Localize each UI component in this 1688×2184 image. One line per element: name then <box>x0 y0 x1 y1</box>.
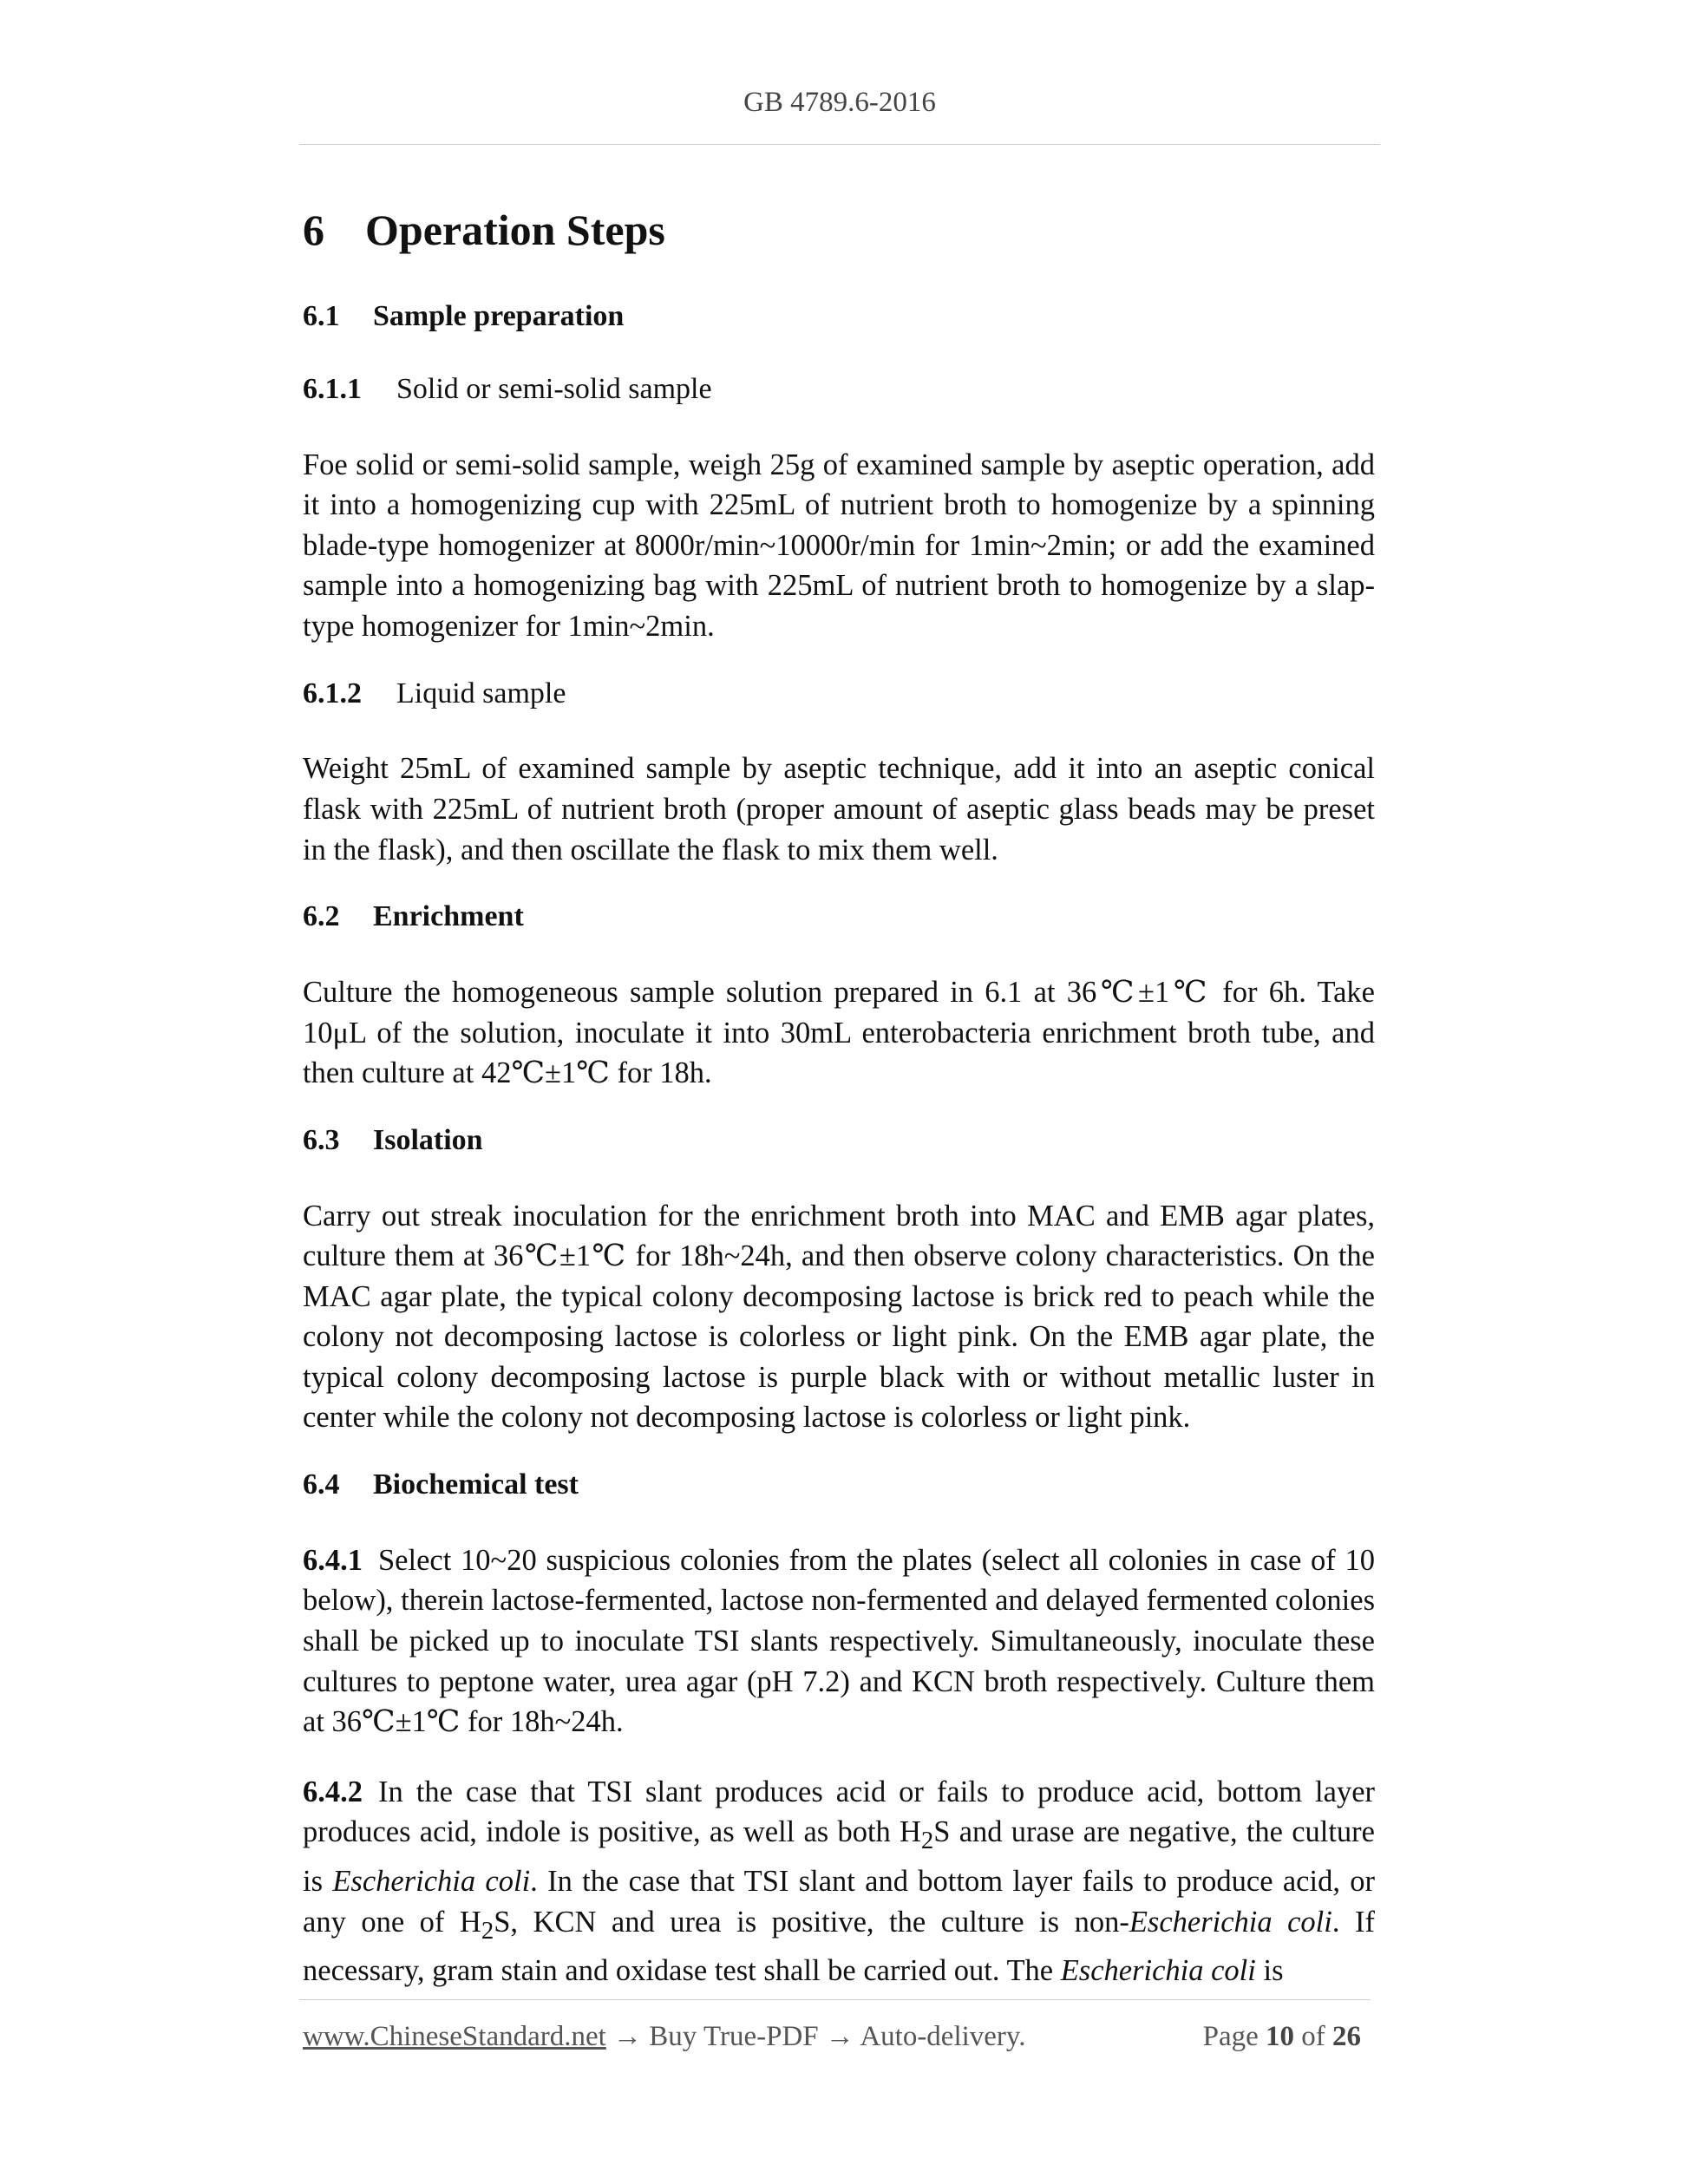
clause-text: S and urase are negative, the culture is <box>303 1815 1375 1898</box>
page-indicator <box>1203 2021 1361 2053</box>
arrow-icon: → <box>825 2021 854 2052</box>
clause-title: Liquid sample <box>396 677 566 709</box>
clause-heading-6-1-2 <box>303 677 1375 712</box>
clause-heading-6-1-1 <box>303 372 1375 408</box>
clause-number: 6.4.1 <box>303 1543 363 1577</box>
subsection-heading-6-3 <box>303 1123 1375 1159</box>
current-page-number: 10 <box>1266 2021 1294 2052</box>
section-title: Operation Steps <box>365 206 665 254</box>
subsection-number: 6.1 <box>303 300 340 332</box>
subsection-title: Isolation <box>373 1123 483 1156</box>
paragraph-6-1-1: Foe solid or semi-solid sample, weigh 25g of examined sample by aseptic operation, add it into a homogenizing cup with 225mL of nutrient broth to homogenize by a spinning blade-type homogenizer at 8000r/min~10000r/min for 1min~2min; or add the examined sample into a homogenizing bag with 225mL of nutrient broth to homogenize by a slap-type homogenizer for 1min~2min. <box>303 448 1375 643</box>
subsection-heading-6-4 <box>303 1468 1375 1503</box>
arrow-icon: → <box>613 2021 643 2052</box>
clause-title: Solid or semi-solid sample <box>396 372 712 405</box>
clause-text: is <box>1255 1954 1284 1987</box>
subsection-title: Enrichment <box>373 900 524 933</box>
clause-text: . If necessary, gram stain and oxidase test shall be carried out. The <box>303 1905 1375 1987</box>
clause-number: 6.1.2 <box>303 677 362 709</box>
page-footer <box>303 2021 1375 2053</box>
page-header: GB 4789.6-2016 <box>743 87 936 118</box>
subsection-heading-6-2 <box>303 899 1375 935</box>
page-label: Page <box>1202 2021 1259 2052</box>
buy-pdf-text: Buy True-PDF <box>649 2021 819 2052</box>
clause-number: 6.1.1 <box>303 372 362 405</box>
clause-text: S, KCN and urea is positive, the culture is non- <box>494 1905 1129 1939</box>
of-label: of <box>1301 2021 1325 2052</box>
subsection-title: Biochemical test <box>373 1468 579 1501</box>
species-name: Escherichia coli <box>1060 1954 1256 1987</box>
paragraph-6-2: Culture the homogeneous sample solution prepared in 6.1 at 36℃±1℃ for 6h. Take 10μL of the solution, inoculate it into 30mL enterobacteria enrichment broth tube, and then culture at 42℃±1℃ for 18h. <box>303 975 1375 1090</box>
clause-text: Select 10~20 suspicious colonies from the plates (select all colonies in case of 10 below), therein lactose-fermented, lactose non-fermented and delayed fermented colonies shall be picked up to inoculate TSI slants respectively. Simultaneously, inoculate these cultures to peptone water, urea agar (pH 7.2) and KCN broth respectively. Culture them at 36℃±1℃ for 18h~24h. <box>303 1543 1375 1739</box>
footer-divider <box>299 1999 1371 2000</box>
total-pages-number: 26 <box>1332 2021 1361 2052</box>
paragraph-6-3: Carry out streak inoculation for the enrichment broth into MAC and EMB agar plates, culture them at 36℃±1℃ for 18h~24h, and then observe colony characteristics. On the MAC agar plate, the typical colony decomposing lactose is brick red to peach while the colony not decomposing lactose is colorless or light pink. On the EMB agar plate, the typical colony decomposing lactose is purple black with or without metallic luster in center while the colony not decomposing lactose is colorless or light pink. <box>303 1199 1375 1435</box>
subsection-number: 6.2 <box>303 900 340 933</box>
subsection-number: 6.3 <box>303 1123 340 1156</box>
species-name: Escherichia coli <box>1129 1905 1332 1939</box>
subsection-number: 6.4 <box>303 1468 340 1501</box>
website-link[interactable]: www.ChineseStandard.net <box>303 2021 606 2052</box>
species-name: Escherichia coli <box>332 1864 531 1898</box>
paragraph-6-1-2: Weight 25mL of examined sample by aseptic technique, add it into an aseptic conical flask with 225mL of nutrient broth (proper amount of aseptic glass beads may be preset in the flask), and then oscillate the flask to mix them well. <box>303 752 1375 866</box>
header-divider <box>299 144 1380 145</box>
clause-number: 6.4.2 <box>303 1775 363 1808</box>
page-body <box>303 204 1375 2021</box>
subsection-title: Sample preparation <box>373 300 625 332</box>
paragraph-6-4-1 <box>303 1540 1375 1743</box>
section-heading-6 <box>303 204 1375 256</box>
paragraph-6-4-2 <box>303 1772 1375 1991</box>
subscript: 2 <box>920 1827 934 1855</box>
section-number: 6 <box>303 206 324 254</box>
clause-text: In the case that TSI slant produces acid or fails to produce acid, bottom layer produces acid, indole is positive, as well as both H <box>303 1775 1375 1849</box>
subsection-heading-6-1 <box>303 299 1375 335</box>
subscript: 2 <box>481 1916 494 1945</box>
clause-text: . In the case that TSI slant and bottom layer fails to produce acid, or any one of H <box>303 1864 1375 1939</box>
delivery-text: Auto-delivery. <box>860 2021 1026 2052</box>
